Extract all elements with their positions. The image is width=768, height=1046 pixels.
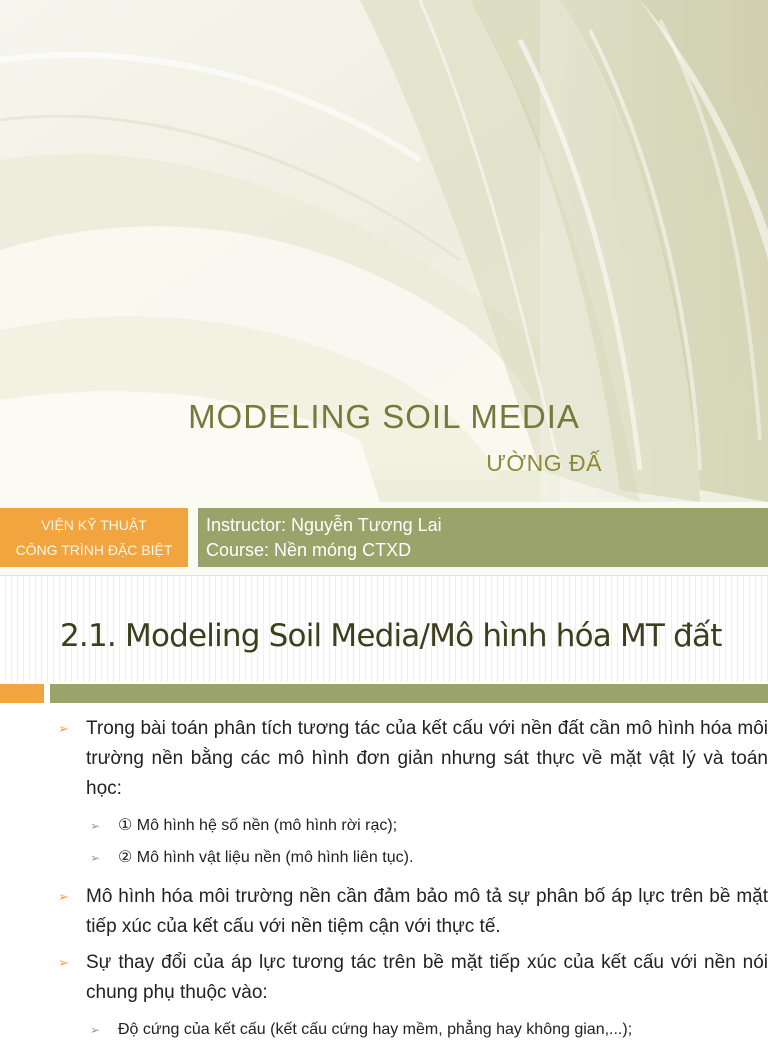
organization-label [0, 508, 188, 567]
bullet-item [58, 714, 768, 804]
instructor-text: Instructor: Nguyễn Tương Lai [206, 514, 442, 535]
sub-bullet-item [58, 810, 768, 842]
bullet-text: Trong bài toán phân tích tương tác của kết cấu với nền đất cần mô hình hóa môi trường nền bằng các mô hình đơn giản nhưng sát thực về mặt vật lý và toán học: [86, 718, 768, 799]
course-info [198, 508, 768, 567]
sub-bullet-text: Độ cứng của kết cấu (kết cấu cứng hay mềm, phẳng hay không gian,...); [118, 1021, 633, 1038]
content-slide [0, 575, 768, 1038]
bullet-arrow-icon: ➢ [90, 851, 101, 865]
sub-bullet-text: ② Mô hình vật liệu nền (mô hình liên tục). [118, 849, 414, 866]
bullet-list [58, 714, 768, 1046]
sub-bullet-text: ① Mô hình hệ số nền (mô hình rời rạc); [118, 817, 398, 834]
presentation-title: MODELING SOIL MEDIA [188, 398, 580, 435]
bullet-arrow-icon: ➢ [58, 889, 69, 904]
bullet-arrow-icon: ➢ [58, 721, 69, 736]
bullet-text: Sự thay đổi của áp lực tương tác trên bề mặt tiếp xúc của kết cấu với nền nói chung phụ thuộc vào: [86, 952, 768, 1003]
sub-bullet-item [58, 842, 768, 874]
bullet-arrow-icon: ➢ [90, 819, 101, 833]
bullet-item [58, 948, 768, 1008]
accent-bar-green [50, 684, 768, 703]
organization-line-1: VIỆN KỸ THUẬT [41, 516, 147, 533]
course-text: Course: Nền móng CTXD [206, 539, 412, 560]
presentation-subtitle: ƯỜNG ĐẤ [486, 450, 602, 476]
bullet-arrow-icon: ➢ [90, 1023, 101, 1037]
bullet-item [58, 882, 768, 942]
sub-bullet-item [58, 1014, 768, 1046]
bullet-text: Mô hình hóa môi trường nền cần đảm bảo mô tả sự phân bố áp lực trên bề mặt tiếp xúc của kết cấu với nền tiệm cận với thực tế. [86, 886, 768, 937]
slide-heading: 2.1. Modeling Soil Media/Mô hình hóa MT đất [60, 618, 722, 654]
bullet-arrow-icon: ➢ [58, 955, 69, 970]
organization-line-2: CÔNG TRÌNH ĐẶC BIỆT [15, 541, 173, 558]
accent-bar-orange [0, 684, 44, 703]
